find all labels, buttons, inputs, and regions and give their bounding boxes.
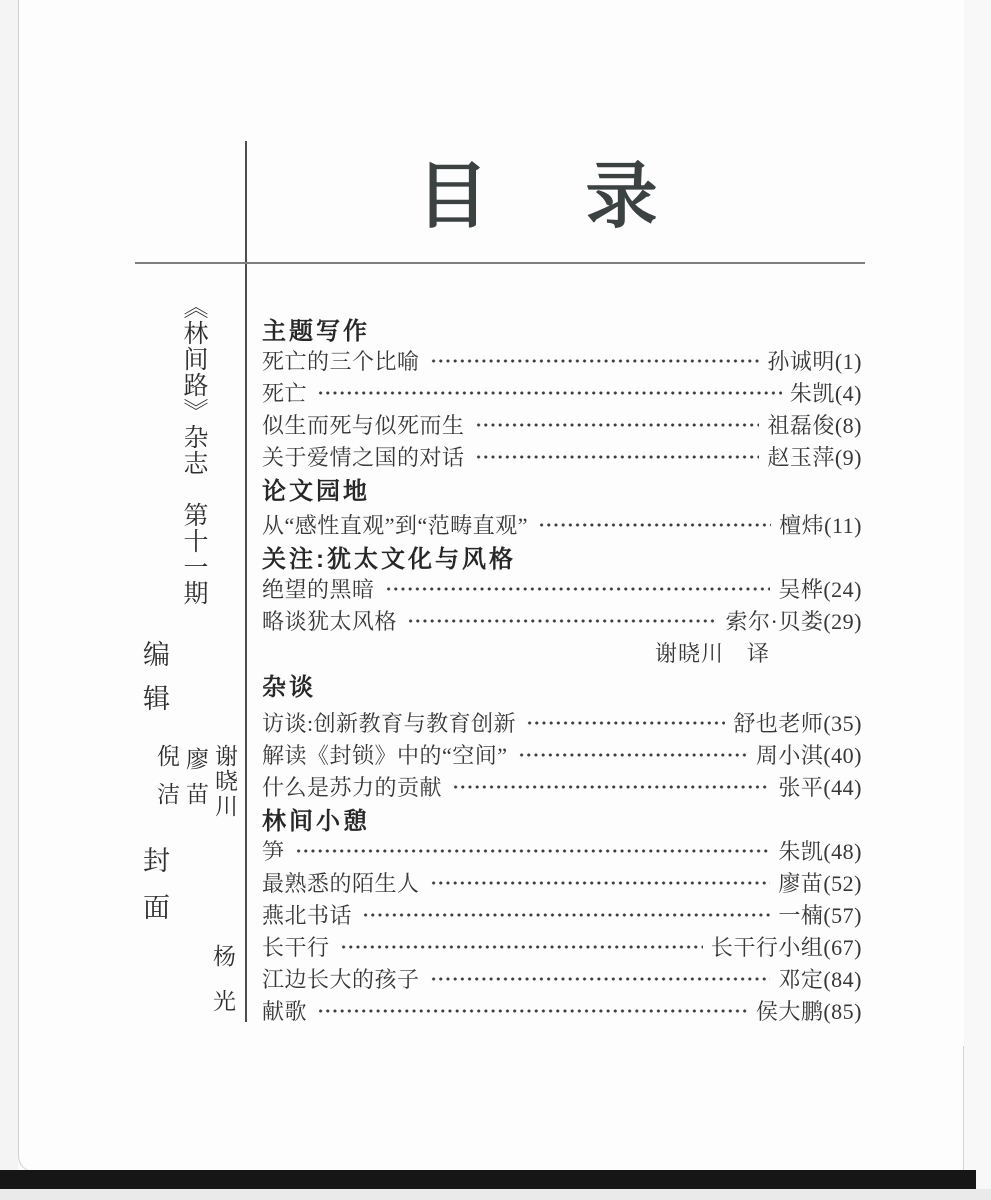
entry-page-number: (84) <box>823 966 862 992</box>
left-margin-strip <box>0 0 18 1200</box>
entry-author <box>778 899 862 930</box>
entry-title: 死亡的三个比喻 <box>262 348 420 374</box>
author-name: 吴桦 <box>778 576 824 602</box>
entry-page-number: (4) <box>834 380 862 406</box>
entry-author <box>778 963 862 994</box>
dot-leader <box>430 866 771 898</box>
dot-leader <box>317 376 782 408</box>
dot-leader <box>518 738 748 770</box>
author-name: 廖苗 <box>778 870 824 896</box>
entry-title: 绝望的黑暗 <box>262 576 375 602</box>
bottom-black-bar <box>0 1170 976 1189</box>
sidebar-cover-label: 封面 <box>139 846 169 940</box>
entry-author <box>711 931 862 962</box>
entry-author <box>778 867 862 898</box>
author-name: 朱凯 <box>778 838 824 864</box>
author-name: 朱凯 <box>789 380 835 406</box>
entry-title: 什么是苏力的贡献 <box>262 774 443 800</box>
entry-title: 最熟悉的陌生人 <box>262 870 420 896</box>
entry-title: 访谈:创新教育与教育创新 <box>262 710 517 736</box>
dot-leader <box>340 930 703 962</box>
toc-entry <box>262 866 862 898</box>
entry-title: 江边长大的孩子 <box>262 966 420 992</box>
bottom-margin-strip <box>0 1189 991 1200</box>
section-heading: 主题写作 <box>262 317 370 345</box>
table-of-contents <box>262 312 862 1026</box>
entry-author <box>778 573 862 604</box>
page-right-edge-line <box>963 1046 964 1170</box>
toc-entry <box>262 898 862 930</box>
dot-leader <box>385 572 771 604</box>
translator-credit: 谢晓川 译 <box>654 640 770 666</box>
dot-leader <box>538 508 771 540</box>
entry-page-number: (57) <box>823 902 862 928</box>
page-left-edge-line <box>18 0 65 1172</box>
dot-leader <box>430 344 760 376</box>
sidebar-magazine-title: 《林间路》杂志 第十一期 <box>180 294 207 606</box>
sidebar-editor-label: 编辑 <box>139 640 169 728</box>
toc-entry <box>262 706 862 738</box>
vertical-divider-line <box>245 141 247 1022</box>
author-name: 赵玉萍 <box>767 444 835 470</box>
toc-entry <box>262 440 862 472</box>
entry-title: 从“感性直观”到“范畴直观” <box>262 512 529 538</box>
section-heading: 关注:犹太文化与风格 <box>262 545 516 573</box>
author-name: 周小淇 <box>755 742 824 768</box>
entry-author <box>790 377 862 408</box>
entry-page-number: (52) <box>823 870 862 896</box>
entry-page-number: (8) <box>834 412 862 438</box>
author-name: 孙诚明 <box>767 348 835 374</box>
entry-author <box>756 739 862 770</box>
dot-leader <box>295 834 771 866</box>
author-name: 檀炜 <box>779 512 825 538</box>
entry-page-number: (85) <box>823 998 862 1024</box>
dot-leader <box>362 898 770 930</box>
toc-entry <box>262 604 862 636</box>
title-underline-rule <box>135 262 865 264</box>
entry-page-number: (1) <box>834 348 862 374</box>
dot-leader <box>526 706 725 738</box>
entry-page-number: (48) <box>823 838 862 864</box>
entry-page-number: (29) <box>823 608 862 634</box>
toc-entry <box>262 376 862 408</box>
toc-entry <box>262 572 862 604</box>
entry-author <box>733 707 862 738</box>
entry-page-number: (44) <box>823 774 862 800</box>
dot-leader <box>475 408 760 440</box>
entry-page-number: (40) <box>823 742 862 768</box>
entry-author <box>767 441 862 472</box>
entry-page-number: (24) <box>823 576 862 602</box>
entry-title: 笋 <box>262 838 285 864</box>
entry-page-number: (67) <box>823 934 862 960</box>
toc-entry <box>262 994 862 1026</box>
dot-leader <box>452 770 770 802</box>
entry-author <box>779 509 862 540</box>
page-title <box>237 146 837 237</box>
page-title-char-left: 目 <box>416 157 489 237</box>
page-title-char-right: 录 <box>585 157 658 237</box>
entry-title: 略谈犹太风格 <box>262 608 398 634</box>
entry-author <box>756 995 862 1026</box>
entry-title: 解读《封锁》中的“空间” <box>262 742 508 768</box>
section-heading: 论文园地 <box>262 477 370 505</box>
dot-leader <box>475 440 760 472</box>
toc-entry <box>262 344 862 376</box>
toc-entry <box>262 508 862 540</box>
entry-title: 燕北书话 <box>262 902 353 928</box>
toc-entry <box>262 770 862 802</box>
toc-entry <box>262 408 862 440</box>
entry-author <box>778 835 862 866</box>
dot-leader <box>407 604 718 636</box>
toc-entry <box>262 834 862 866</box>
author-name: 索尔·贝娄 <box>725 608 824 634</box>
toc-entry <box>262 738 862 770</box>
author-name: 侯大鹏 <box>755 998 824 1024</box>
toc-entry <box>262 930 862 962</box>
author-name: 邓定 <box>778 966 824 992</box>
entry-author <box>767 409 862 440</box>
sidebar-cover-designer: 杨光 <box>210 944 235 1034</box>
author-name: 张平 <box>778 774 824 800</box>
author-name: 舒也老师 <box>733 710 824 736</box>
entry-page-number: (9) <box>834 444 862 470</box>
toc-entry <box>262 962 862 994</box>
entry-page-number: (11) <box>824 512 862 538</box>
entry-title: 似生而死与似死而生 <box>262 412 465 438</box>
entry-page-number: (35) <box>823 710 862 736</box>
right-margin-strip <box>964 0 991 1200</box>
dot-leader <box>317 994 748 1026</box>
entry-author <box>726 605 862 636</box>
author-name: 长干行小组 <box>710 934 824 960</box>
section-heading: 杂谈 <box>262 673 316 701</box>
section-heading: 林间小憩 <box>262 807 370 835</box>
entry-title: 关于爱情之国的对话 <box>262 444 465 470</box>
entry-author <box>767 345 862 376</box>
entry-title: 献歌 <box>262 998 308 1024</box>
entry-title: 死亡 <box>262 380 308 406</box>
author-name: 祖磊俊 <box>767 412 835 438</box>
entry-author <box>778 771 862 802</box>
dot-leader <box>430 962 771 994</box>
sidebar-editor-name-3: 谢晓川 <box>212 744 237 819</box>
entry-title: 长干行 <box>262 934 330 960</box>
sidebar-editor-name-1: 倪洁 <box>154 744 179 820</box>
sidebar-editor-name-2: 廖苗 <box>183 747 208 817</box>
author-name: 一楠 <box>778 902 824 928</box>
